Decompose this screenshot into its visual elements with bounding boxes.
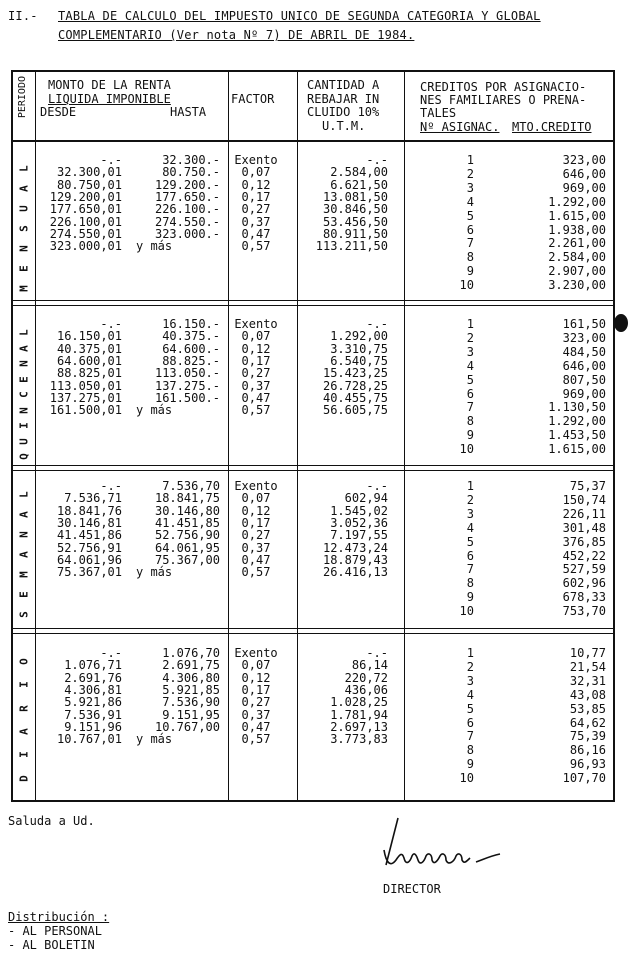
allowance-count-cell: 9 xyxy=(466,428,474,443)
factor-cell: 0,37 xyxy=(241,214,271,229)
deduction-cell: -.- xyxy=(366,646,388,660)
credit-amount-cell: 21,54 xyxy=(569,659,606,674)
period-label-letter: E xyxy=(17,265,31,272)
range-to-cell: y más xyxy=(136,565,173,580)
factor-cell: 0,27 xyxy=(241,695,271,710)
allowance-count-cell: 3 xyxy=(466,673,474,688)
factor-cell: 0,12 xyxy=(241,341,271,356)
factor-cell: Exento xyxy=(234,479,278,493)
factor-cell: 0,57 xyxy=(241,565,271,580)
period-label-letter: N xyxy=(17,406,31,414)
range-to-cell: 9.151,95 xyxy=(162,707,220,722)
deduction-cell: 3.310,75 xyxy=(330,341,388,356)
allowance-count-cell: 9 xyxy=(466,590,474,605)
credit-amount-cell: 150,74 xyxy=(562,492,606,507)
range-to-cell: 2.691,75 xyxy=(162,658,220,673)
allowance-count-cell: 6 xyxy=(466,548,474,563)
factor-cell: 0,07 xyxy=(241,329,271,344)
header-creditos-1: CREDITOS POR ASIGNACIO- xyxy=(420,80,587,94)
range-from-cell: 7.536,71 xyxy=(64,491,122,506)
header-factor: FACTOR xyxy=(231,92,275,106)
allowance-count-cell: 7 xyxy=(466,562,474,577)
factor-cell: 0,12 xyxy=(241,177,271,192)
deduction-cell: 26.728,25 xyxy=(322,378,388,393)
distribution-item: - AL BOLETIN xyxy=(8,938,95,952)
range-from-cell: -.- xyxy=(100,479,122,493)
range-to-cell: 129.200.- xyxy=(154,177,220,192)
allowance-count-cell: 1 xyxy=(466,646,474,660)
credit-amount-cell: 1.292,00 xyxy=(548,194,606,209)
allowance-count-cell: 5 xyxy=(466,372,474,387)
deduction-cell: 86,14 xyxy=(351,658,388,673)
allowance-count-cell: 8 xyxy=(466,576,474,591)
deduction-cell: 1.292,00 xyxy=(330,329,388,344)
allowance-count-cell: 10 xyxy=(459,442,474,457)
range-from-cell: 137.275,01 xyxy=(49,390,122,405)
period-label-letter: Q xyxy=(17,453,31,461)
deduction-cell: 2.584,00 xyxy=(330,165,388,180)
credit-amount-cell: 452,22 xyxy=(562,548,606,563)
credit-amount-cell: 807,50 xyxy=(562,372,606,387)
range-from-cell: 52.756,91 xyxy=(56,540,122,555)
range-from-cell: 226.100,01 xyxy=(49,214,122,229)
deduction-cell: 30.846,50 xyxy=(322,202,388,217)
range-from-cell: 113.050,01 xyxy=(49,378,122,393)
credit-amount-cell: 43,08 xyxy=(569,687,606,702)
range-to-cell: y más xyxy=(136,732,173,747)
period-label-letter: O xyxy=(17,658,31,665)
allowance-count-cell: 4 xyxy=(466,358,474,373)
deduction-cell: -.- xyxy=(366,479,388,493)
range-to-cell: 16.150.- xyxy=(162,317,220,331)
range-to-cell: 137.275.- xyxy=(154,378,220,393)
range-to-cell: 41.451,85 xyxy=(154,515,220,530)
range-from-cell: 9.151,96 xyxy=(64,719,122,734)
range-from-cell: 80.750,01 xyxy=(56,177,122,192)
credit-amount-cell: 3.230,00 xyxy=(548,278,606,293)
period-label-letter: S xyxy=(17,225,31,232)
range-from-cell: 129.200,01 xyxy=(49,189,122,204)
header-cantidad-3: CLUIDO 10% xyxy=(307,105,380,119)
period-label-letter: E xyxy=(17,591,31,598)
period-label-letter: L xyxy=(17,165,31,172)
deduction-cell: 13.081,50 xyxy=(322,189,388,204)
header-monto-1: MONTO DE LA RENTA xyxy=(48,78,171,92)
factor-cell: 0,07 xyxy=(241,165,271,180)
range-to-cell: 80.750.- xyxy=(162,165,220,180)
period-label-letter: U xyxy=(17,205,31,212)
factor-cell: 0,57 xyxy=(241,239,271,254)
factor-cell: Exento xyxy=(234,646,278,660)
credit-amount-cell: 753,70 xyxy=(562,604,606,619)
factor-cell: 0,47 xyxy=(241,552,271,567)
allowance-count-cell: 2 xyxy=(466,166,474,181)
range-to-cell: 5.921,85 xyxy=(162,682,220,697)
credit-amount-cell: 10,77 xyxy=(569,646,606,660)
credit-amount-cell: 1.130,50 xyxy=(548,400,606,415)
director-signature xyxy=(366,810,516,890)
range-from-cell: 75.367,01 xyxy=(56,565,122,580)
deduction-cell: 7.197,55 xyxy=(330,528,388,543)
distribution-item: - AL PERSONAL xyxy=(8,924,102,938)
allowance-count-cell: 5 xyxy=(466,534,474,549)
allowance-count-cell: 4 xyxy=(466,687,474,702)
deduction-cell: 2.697,13 xyxy=(330,719,388,734)
allowance-count-cell: 8 xyxy=(466,743,474,758)
header-num-asignaciones: Nº ASIGNAC. xyxy=(420,120,500,134)
credit-amount-cell: 1.453,50 xyxy=(548,428,606,443)
credit-amount-cell: 969,00 xyxy=(562,180,606,195)
credit-amount-cell: 53,85 xyxy=(569,701,606,716)
deduction-cell: 1.028,25 xyxy=(330,695,388,710)
range-to-cell: 7.536,70 xyxy=(162,479,220,493)
range-to-cell: y más xyxy=(136,239,173,254)
distribution-heading: Distribución : xyxy=(8,910,110,924)
deduction-cell: 113.211,50 xyxy=(315,239,388,254)
period-label-letter: C xyxy=(17,391,31,399)
range-from-cell: -.- xyxy=(100,317,122,331)
range-from-cell: 323.000,01 xyxy=(49,239,122,254)
factor-cell: 0,07 xyxy=(241,491,271,506)
deduction-cell: 1.545,02 xyxy=(330,503,388,518)
deduction-cell: 26.416,13 xyxy=(322,565,388,580)
credit-amount-cell: 64,62 xyxy=(569,715,606,730)
credit-amount-cell: 1.615,00 xyxy=(548,442,606,457)
allowance-count-cell: 3 xyxy=(466,180,474,195)
allowance-count-cell: 5 xyxy=(466,208,474,223)
range-from-cell: 30.146,81 xyxy=(56,515,122,530)
factor-cell: 0,07 xyxy=(241,658,271,673)
period-label-letter: L xyxy=(17,491,31,498)
range-from-cell: 10.767,01 xyxy=(56,732,122,747)
allowance-count-cell: 2 xyxy=(466,330,474,345)
factor-cell: 0,17 xyxy=(241,515,271,530)
period-label-letter: U xyxy=(17,438,31,445)
header-hasta: HASTA xyxy=(170,105,207,119)
credit-amount-cell: 969,00 xyxy=(562,386,606,401)
period-label-letter: I xyxy=(17,681,31,689)
range-from-cell: 1.076,71 xyxy=(64,658,122,673)
credit-amount-cell: 2.907,00 xyxy=(548,264,606,279)
factor-cell: 0,17 xyxy=(241,682,271,697)
range-from-cell: 4.306,81 xyxy=(64,682,122,697)
deduction-cell: 12.473,24 xyxy=(322,540,388,555)
range-from-cell: 88.825,01 xyxy=(56,366,122,381)
credit-amount-cell: 301,48 xyxy=(562,520,606,535)
range-to-cell: 113.050.- xyxy=(154,366,220,381)
credit-amount-cell: 1.615,00 xyxy=(548,208,606,223)
credit-amount-cell: 1.938,00 xyxy=(548,222,606,237)
allowance-count-cell: 7 xyxy=(466,729,474,744)
range-to-cell: 32.300.- xyxy=(162,153,220,167)
allowance-count-cell: 1 xyxy=(466,317,474,331)
allowance-count-cell: 6 xyxy=(466,222,474,237)
range-from-cell: 64.061,96 xyxy=(56,552,122,567)
period-label-letter: N xyxy=(17,245,31,252)
credit-amount-cell: 484,50 xyxy=(562,344,606,359)
factor-cell: 0,12 xyxy=(241,503,271,518)
period-label-letter: I xyxy=(17,751,31,759)
period-label-letter: M xyxy=(17,571,31,578)
allowance-count-cell: 7 xyxy=(466,400,474,415)
binder-hole-mark xyxy=(614,314,628,332)
factor-cell: 0,12 xyxy=(241,670,271,685)
range-to-cell: 274.550.- xyxy=(154,214,220,229)
range-to-cell: 64.600.- xyxy=(162,341,220,356)
range-to-cell: 226.100.- xyxy=(154,202,220,217)
range-from-cell: 2.691,76 xyxy=(64,670,122,685)
credit-amount-cell: 32,31 xyxy=(569,673,606,688)
range-to-cell: 4.306,80 xyxy=(162,670,220,685)
document-title-line-2: COMPLEMENTARIO (Ver nota Nº 7) DE ABRIL DE 1984. xyxy=(58,28,415,42)
factor-cell: 0,27 xyxy=(241,366,271,381)
range-to-cell: 52.756,90 xyxy=(154,528,220,543)
range-from-cell: 18.841,76 xyxy=(56,503,122,518)
allowance-count-cell: 10 xyxy=(459,278,474,293)
deduction-cell: 220,72 xyxy=(344,670,388,685)
credit-amount-cell: 2.261,00 xyxy=(548,236,606,251)
deduction-cell: -.- xyxy=(366,317,388,331)
section-number: II.- xyxy=(8,9,38,23)
credit-amount-cell: 646,00 xyxy=(562,166,606,181)
allowance-count-cell: 9 xyxy=(466,757,474,772)
header-creditos-2: NES FAMILIARES O PRENA- xyxy=(420,93,587,107)
credit-amount-cell: 107,70 xyxy=(562,771,606,786)
range-from-cell: 177.650,01 xyxy=(49,202,122,217)
range-from-cell: 32.300,01 xyxy=(56,165,122,180)
factor-cell: 0,37 xyxy=(241,540,271,555)
period-label-letter: I xyxy=(17,422,31,430)
range-to-cell: 75.367,00 xyxy=(154,552,220,567)
allowance-count-cell: 8 xyxy=(466,250,474,265)
allowance-count-cell: 2 xyxy=(466,659,474,674)
credit-amount-cell: 2.584,00 xyxy=(548,250,606,265)
range-from-cell: 274.550,01 xyxy=(49,226,122,241)
allowance-count-cell: 3 xyxy=(466,344,474,359)
deduction-cell: 1.781,94 xyxy=(330,707,388,722)
range-to-cell: 1.076,70 xyxy=(162,646,220,660)
period-label-letter: N xyxy=(17,360,31,367)
factor-cell: 0,27 xyxy=(241,528,271,543)
credit-amount-cell: 86,16 xyxy=(569,743,606,758)
period-label-letter: A xyxy=(17,551,31,558)
factor-cell: Exento xyxy=(234,153,278,167)
deduction-cell: 3.052,36 xyxy=(330,515,388,530)
header-creditos-3: TALES xyxy=(420,106,457,120)
factor-cell: 0,37 xyxy=(241,707,271,722)
credit-amount-cell: 527,59 xyxy=(562,562,606,577)
credit-amount-cell: 376,85 xyxy=(562,534,606,549)
allowance-count-cell: 5 xyxy=(466,701,474,716)
range-from-cell: -.- xyxy=(100,646,122,660)
period-label-letter: N xyxy=(17,531,31,538)
allowance-count-cell: 6 xyxy=(466,386,474,401)
credit-amount-cell: 323,00 xyxy=(562,153,606,167)
credit-amount-cell: 602,96 xyxy=(562,576,606,591)
credit-amount-cell: 75,39 xyxy=(569,729,606,744)
period-label-letter: E xyxy=(17,375,31,383)
period-label-letter: S xyxy=(17,611,31,618)
factor-cell: 0,37 xyxy=(241,378,271,393)
range-to-cell: 88.825.- xyxy=(162,353,220,368)
header-cantidad-1: CANTIDAD A xyxy=(307,78,380,92)
deduction-cell: 18.879,43 xyxy=(322,552,388,567)
credit-amount-cell: 323,00 xyxy=(562,330,606,345)
range-from-cell: -.- xyxy=(100,153,122,167)
range-to-cell: 40.375.- xyxy=(162,329,220,344)
document-title: TABLA DE CALCULO DEL IMPUESTO UNICO DE SEGUNDA CATEGORIA Y GLOBAL xyxy=(58,9,541,23)
factor-cell: 0,47 xyxy=(241,719,271,734)
period-label-letter: R xyxy=(17,704,31,712)
credit-amount-cell: 96,93 xyxy=(569,757,606,772)
allowance-count-cell: 4 xyxy=(466,520,474,535)
period-label-letter: A xyxy=(17,185,31,192)
range-to-cell: 30.146,80 xyxy=(154,503,220,518)
range-from-cell: 161.500,01 xyxy=(49,403,122,418)
range-to-cell: 7.536,90 xyxy=(162,695,220,710)
deduction-cell: 40.455,75 xyxy=(322,390,388,405)
header-periodo: PERIODO xyxy=(16,76,28,119)
allowance-count-cell: 1 xyxy=(466,479,474,493)
period-label-letter: L xyxy=(17,329,31,336)
deduction-cell: 53.456,50 xyxy=(322,214,388,229)
allowance-count-cell: 7 xyxy=(466,236,474,251)
range-to-cell: 18.841,75 xyxy=(154,491,220,506)
factor-cell: 0,47 xyxy=(241,390,271,405)
credit-amount-cell: 226,11 xyxy=(562,506,606,521)
header-cantidad-4: U.T.M. xyxy=(322,119,366,133)
factor-cell: 0,17 xyxy=(241,189,271,204)
deduction-cell: -.- xyxy=(366,153,388,167)
header-cantidad-2: REBAJAR IN xyxy=(307,92,380,106)
range-from-cell: 5.921,86 xyxy=(64,695,122,710)
factor-cell: Exento xyxy=(234,317,278,331)
deduction-cell: 56.605,75 xyxy=(322,403,388,418)
closing-greeting: Saluda a Ud. xyxy=(8,814,95,828)
deduction-cell: 6.540,75 xyxy=(330,353,388,368)
range-from-cell: 64.600,01 xyxy=(56,353,122,368)
range-to-cell: 323.000.- xyxy=(154,226,220,241)
allowance-count-cell: 3 xyxy=(466,506,474,521)
deduction-cell: 15.423,25 xyxy=(322,366,388,381)
period-label-letter: M xyxy=(17,285,31,292)
factor-cell: 0,57 xyxy=(241,403,271,418)
deduction-cell: 6.621,50 xyxy=(330,177,388,192)
allowance-count-cell: 6 xyxy=(466,715,474,730)
period-label-letter: A xyxy=(17,728,31,735)
factor-cell: 0,27 xyxy=(241,202,271,217)
range-to-cell: 161.500.- xyxy=(154,390,220,405)
factor-cell: 0,47 xyxy=(241,226,271,241)
header-monto-2: LIQUIDA IMPONIBLE xyxy=(48,92,171,106)
header-desde: DESDE xyxy=(40,105,77,119)
credit-amount-cell: 1.292,00 xyxy=(548,414,606,429)
factor-cell: 0,57 xyxy=(241,732,271,747)
factor-cell: 0,17 xyxy=(241,353,271,368)
deduction-cell: 436,06 xyxy=(344,682,388,697)
allowance-count-cell: 10 xyxy=(459,771,474,786)
range-to-cell: 177.650.- xyxy=(154,189,220,204)
allowance-count-cell: 2 xyxy=(466,492,474,507)
period-label-letter: A xyxy=(17,344,31,352)
deduction-cell: 602,94 xyxy=(344,491,388,506)
allowance-count-cell: 8 xyxy=(466,414,474,429)
credit-amount-cell: 161,50 xyxy=(562,317,606,331)
period-label-letter: D xyxy=(17,774,31,782)
allowance-count-cell: 1 xyxy=(466,153,474,167)
range-from-cell: 7.536,91 xyxy=(64,707,122,722)
credit-amount-cell: 678,33 xyxy=(562,590,606,605)
range-from-cell: 41.451,86 xyxy=(56,528,122,543)
allowance-count-cell: 4 xyxy=(466,194,474,209)
range-to-cell: y más xyxy=(136,403,173,418)
range-to-cell: 10.767,00 xyxy=(154,719,220,734)
credit-amount-cell: 646,00 xyxy=(562,358,606,373)
director-label: DIRECTOR xyxy=(383,882,441,896)
range-from-cell: 16.150,01 xyxy=(56,329,122,344)
range-from-cell: 40.375,01 xyxy=(56,341,122,356)
range-to-cell: 64.061,95 xyxy=(154,540,220,555)
credit-amount-cell: 75,37 xyxy=(569,479,606,493)
deduction-cell: 3.773,83 xyxy=(330,732,388,747)
allowance-count-cell: 9 xyxy=(466,264,474,279)
allowance-count-cell: 10 xyxy=(459,604,474,619)
deduction-cell: 80.911,50 xyxy=(322,226,388,241)
header-monto-credito: MTO.CREDITO xyxy=(512,120,592,134)
period-label-letter: A xyxy=(17,511,31,518)
